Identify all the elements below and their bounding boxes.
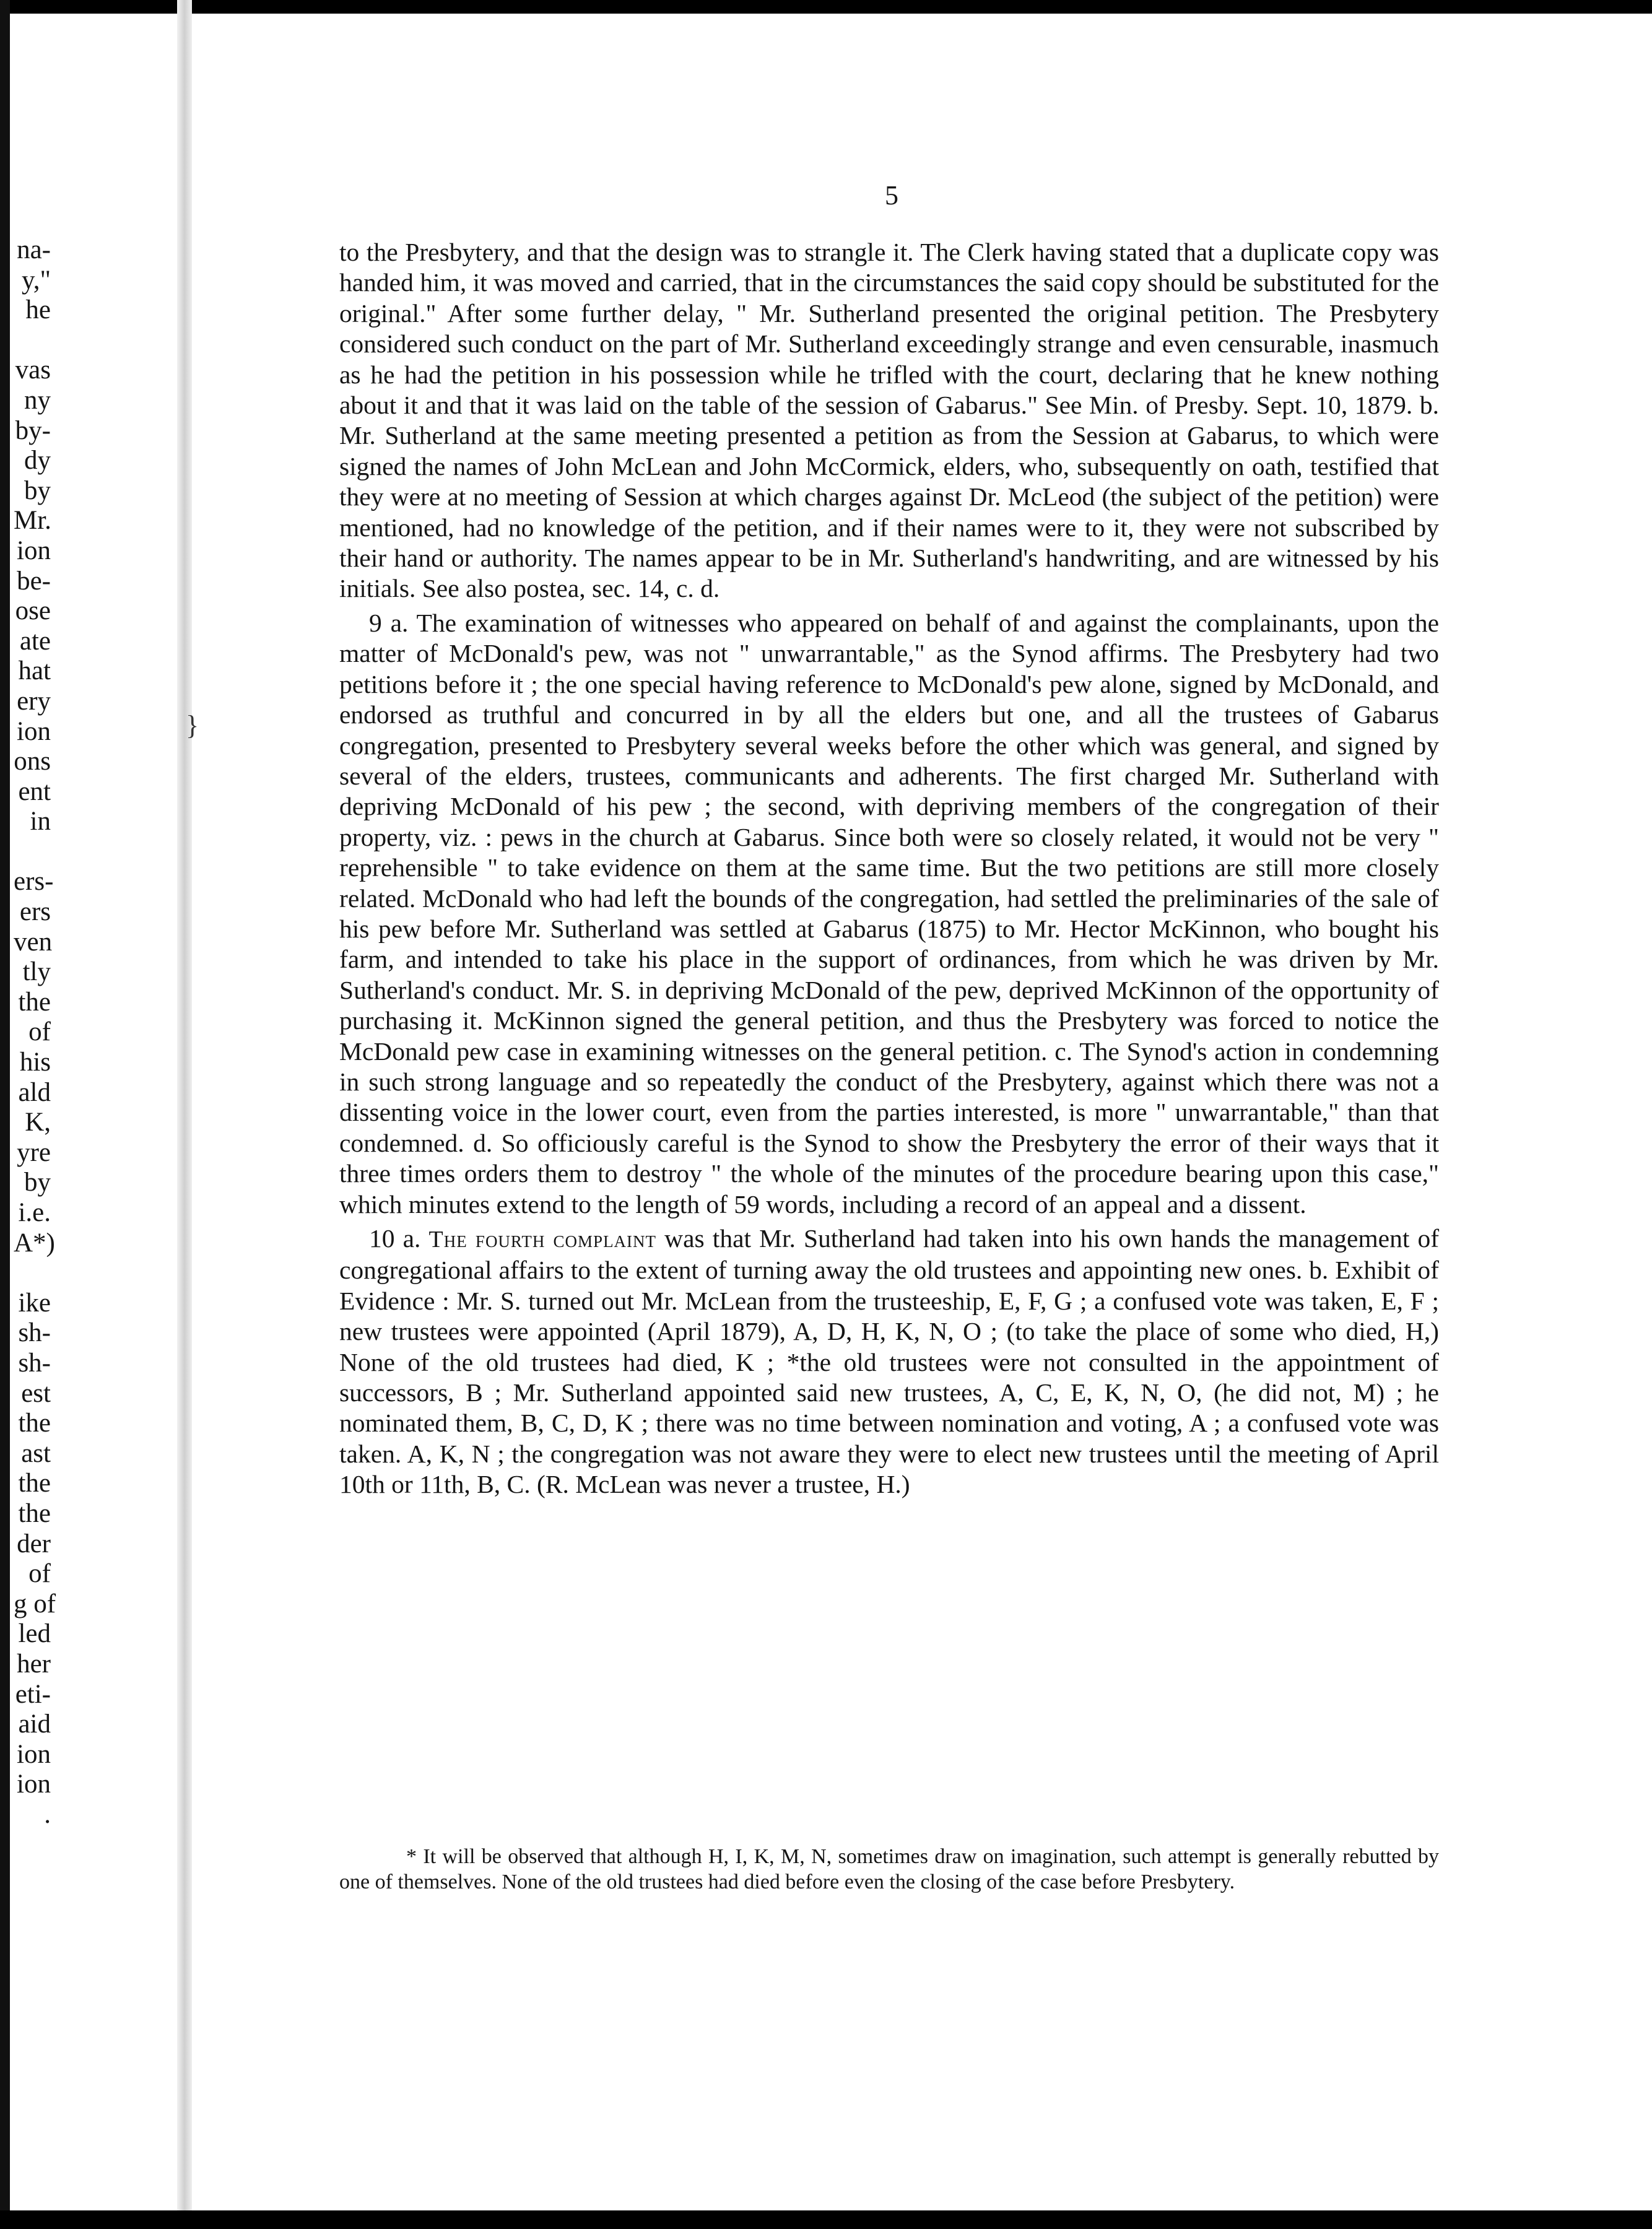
book-spine-gutter <box>177 0 192 2229</box>
edge-fragment: he <box>25 295 51 325</box>
edge-fragment: aid <box>18 1710 51 1739</box>
edge-fragment: vas <box>15 355 51 385</box>
footnote <box>339 1844 1439 1895</box>
edge-fragment: yre <box>17 1137 51 1167</box>
edge-fragment: ers- <box>14 867 54 897</box>
edge-fragment: by- <box>15 415 51 445</box>
scan-top-border <box>0 0 1652 14</box>
edge-fragment: ent <box>18 776 51 806</box>
edge-fragment: ons <box>14 747 51 776</box>
paragraph-section-9: 9 a. The examination of witnesses who appeared on behalf of and against the complainants, upon the matter of McDonald's pew, was not " unwarrantable," as the Synod affirms. The Presbytery had two petitions before it ; the one special having reference to McDonald's pew alone, signed by McDonald, and endorsed as truthful and concurred in by all the elders but one, and all the trustees of Gabarus congregation, presented to Presbytery several weeks before the other which was general, and signed by several of the elders, trustees, communicants and adherents. The first charged Mr. Sutherland with depriving McDonald of his pew ; the second, with depriving members of the congregation of their property, viz. : pews in the church at Gabarus. Since both were so closely related, it would not be very " reprehensible " to take evidence on them at the same time. But the two petitions are still more closely related. McDonald who had left the bounds of the congregation, had settled the preliminaries of the sale of his pew before Mr. Sutherland was settled at Gabarus (1875) to Mr. Hector McKinnon, who bought his farm, and intended to take his place in the support of ordinances, from which he was driven by Mr. Sutherland's conduct. Mr. S. in depriving McDonald of the pew, deprived McKinnon of the opportunity of purchasing it. McKinnon signed the general petition, and thus the Presbytery was forced to notice the McDonald pew case in examining witnesses on the general petition. c. The Synod's action in condemning in such strong language and so repeatedly the conduct of the Presbytery, against which there was not a dissenting voice in the lower court, even from the parties interested, is more " unwarrantable," than that condemned. d. So officiously careful is the Synod to show the Presbytery the error of their ways that it three times orders them to destroy " the whole of the minutes of the procedure bearing upon this case," which minutes extend to the length of 59 words, including a record of an appeal and a dissent. <box>339 608 1439 1219</box>
edge-fragment: of <box>28 1559 51 1589</box>
edge-fragment: ven <box>14 927 53 957</box>
edge-fragment: ate <box>19 626 51 656</box>
section-10-text: was that Mr. Sutherland had taken into his own hands the management of congregational affairs to the extent of turning away the old trustees and appointing new ones. b. Exhibit of Evidence : Mr. S. turned out Mr. McLean from the trusteeship, E, F, G ; a confused vote was taken, E, F ; new trustees were appointed (April 1879), A, D, H, K, N, O ; (to take the place of some who died, H,) None of the old trustees had died, K ; *the old trustees were not consulted in the appointment of successors, B ; Mr. Sutherland appointed said new trustees, A, C, E, K, N, O, (he did not, M) ; he nominated them, B, C, D, K ; there was no time between nomination and voting, A ; a confused vote was taken. A, K, N ; the congregation was not aware they were to elect new trustees until the meeting of April 10th or 11th, B, C. (R. McLean was never a trustee, H.) <box>339 1224 1440 1499</box>
footnote-text: * It will be observed that although H, I, K, M, N, sometimes draw on imagination, such attempt is generally rebutted by one of themselves. None of the old trustees had died before even the closing of the case before Presbytery. <box>339 1845 1439 1893</box>
page-number: 5 <box>885 180 898 211</box>
edge-fragment: est <box>21 1378 51 1408</box>
margin-bracket-mark: } <box>186 710 199 741</box>
edge-fragment: sh- <box>18 1318 51 1348</box>
edge-fragment: the <box>18 1498 51 1528</box>
edge-fragment: the <box>18 987 51 1017</box>
edge-fragment <box>14 1258 51 1288</box>
previous-page-edge-fragments <box>14 235 56 1830</box>
section-10-number: 10 a. <box>369 1224 421 1253</box>
edge-fragment: dy <box>24 446 51 476</box>
edge-fragment: Mr. <box>14 506 51 536</box>
edge-fragment: the <box>18 1409 51 1438</box>
edge-fragment: by <box>24 1168 51 1197</box>
edge-fragment: ast <box>21 1438 51 1468</box>
edge-fragment: ery <box>17 686 51 716</box>
main-text-body <box>339 237 1439 1500</box>
edge-fragment: by <box>24 476 51 505</box>
edge-fragment: sh- <box>18 1348 51 1378</box>
edge-fragment: K, <box>25 1108 51 1137</box>
edge-fragment: i.e. <box>18 1198 51 1227</box>
edge-fragment: ny <box>24 385 51 415</box>
paragraph-section-10 <box>339 1223 1439 1500</box>
edge-fragment: the <box>18 1469 51 1498</box>
scan-left-shadow <box>0 0 10 2229</box>
edge-fragment: ers <box>19 897 51 927</box>
edge-fragment: A*) <box>14 1228 55 1258</box>
edge-fragment: her <box>17 1649 51 1679</box>
edge-fragment: g of <box>14 1589 56 1619</box>
scan-bottom-border <box>0 2210 1652 2229</box>
edge-fragment: . <box>44 1799 51 1829</box>
edge-fragment: der <box>17 1529 51 1558</box>
edge-fragment <box>14 326 51 356</box>
edge-fragment: eti- <box>15 1679 51 1709</box>
edge-fragment <box>14 837 51 867</box>
edge-fragment: tly <box>22 957 51 987</box>
edge-fragment: in <box>30 807 51 836</box>
edge-fragment: y," <box>21 265 51 295</box>
edge-fragment: of <box>28 1017 51 1047</box>
edge-fragment: led <box>18 1619 51 1649</box>
edge-fragment: be- <box>17 566 51 596</box>
section-10-heading: The fourth complaint <box>428 1227 657 1253</box>
edge-fragment: ion <box>17 716 51 746</box>
edge-fragment: ose <box>15 596 51 626</box>
edge-fragment: hat <box>18 656 51 686</box>
edge-fragment: his <box>19 1048 51 1077</box>
edge-fragment: ion <box>17 1770 51 1799</box>
edge-fragment: ike <box>18 1288 51 1318</box>
edge-fragment: na- <box>17 235 51 264</box>
edge-fragment: ion <box>17 536 51 565</box>
edge-fragment: ion <box>17 1739 51 1769</box>
edge-fragment: ald <box>18 1077 51 1107</box>
paragraph-continuation: to the Presbytery, and that the design was to strangle it. The Clerk having stated that a duplicate copy was handed him, it was moved and carried, that in the circumstances the said copy should be substituted for the original." After some further delay, " Mr. Sutherland presented the original petition. The Presbytery considered such conduct on the part of Mr. Sutherland exceedingly strange and even censurable, inasmuch as he had the petition in his possession while he trifled with the court, declaring that he knew nothing about it and that it was laid on the table of the session of Gabarus." See Min. of Presby. Sept. 10, 1879. b. Mr. Sutherland at the same meeting presented a petition as from the Session at Gabarus, to which were signed the names of John McLean and John McCormick, elders, who, subsequently on oath, testified that they were at no meeting of Session at which charges against Dr. McLeod (the subject of the petition) were mentioned, had no knowledge of the petition, and if their names were to it, they were not subscribed by their hand or authority. The names appear to be in Mr. Sutherland's handwriting, and are witnessed by his initials. See also postea, sec. 14, c. d. <box>339 238 1439 603</box>
